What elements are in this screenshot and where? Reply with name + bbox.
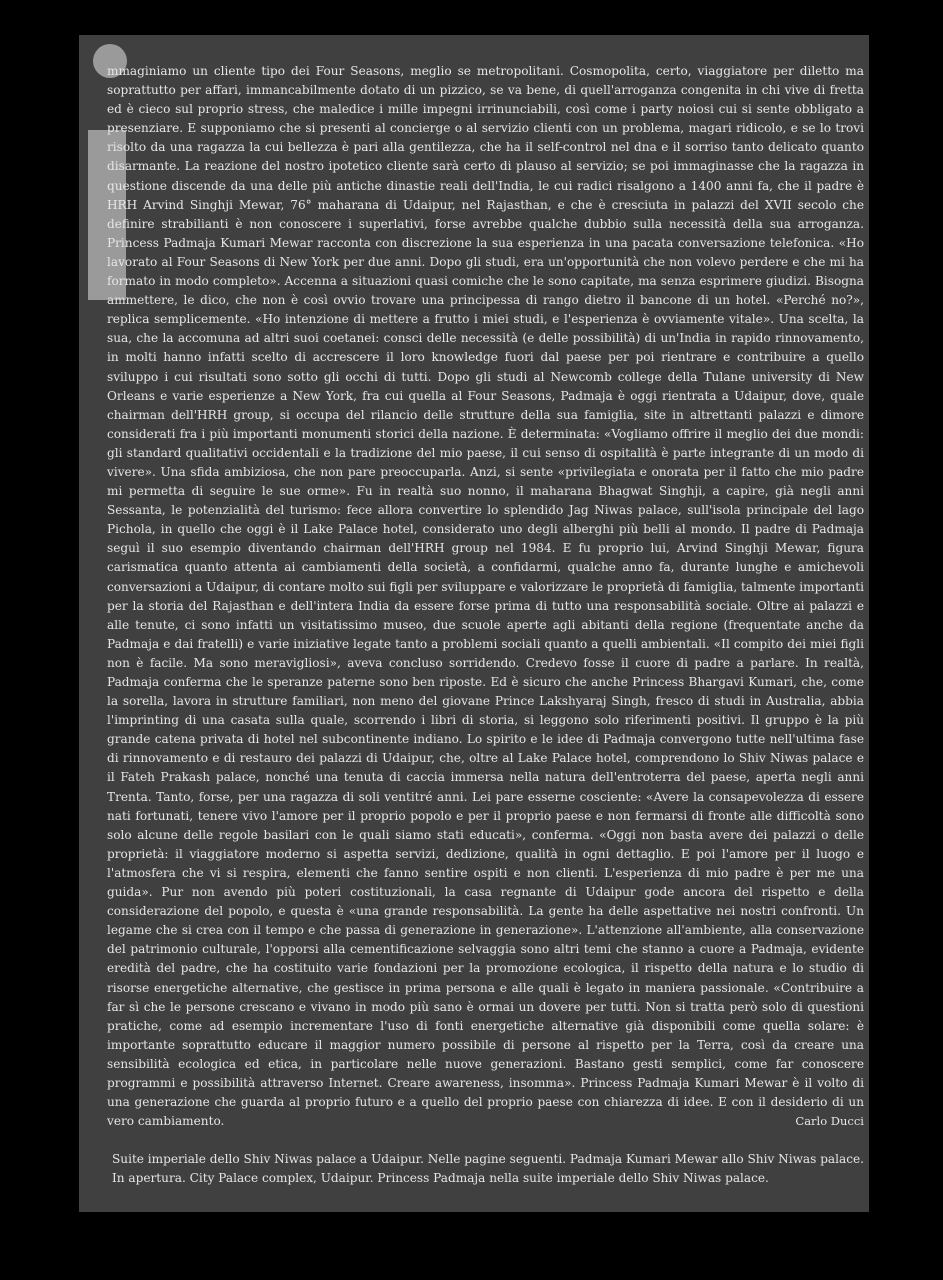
author-signature: Carlo Ducci [795,1114,864,1129]
article-text: mmaginiamo un cliente tipo dei Four Seasons, meglio se metropolitani. Cosmopolita, certo, viaggiatore per diletto ma soprattutto per affari, immancabilmente dotato di un pizzico, se va bene, di quell'arroganza congenita in chi vive di fretta ed è cieco sul proprio stress, che maledice i mille impegni irrinunciabili, così come i party noiosi cui si sente obbligato a presenziare. E supponiamo che si presenti al concierge o al servizio clienti con un problema, magari ridicolo, e se lo trovi risolto da una ragazza la cui bellezza è pari alla gentilezza, che ha il self-control nel dna e il sorriso tanto delicato quanto disarmante. La reazione del nostro ipotetico cliente sarà certo di plauso al servizio; se poi immaginasse che la ragazza in questione discende da una delle più antiche dinastie reali dell'India, le cui radici risalgono a 1400 anni fa, che il padre è HRH Arvind Singhji Mewar, 76° maharana di Udaipur, nel Rajasthan, e che è cresciuta in palazzi del XVII secolo che definire strabilianti è non conoscere i superlativi, forse avrebbe qualche dubbio sulla necessità della sua arroganza. Princess Padmaja Kumari Mewar racconta con discrezione la sua esperienza in una pacata conversazione telefonica. «Ho lavorato al Four Seasons di New York per due anni. Dopo gli studi, era un'opportunità che non volevo perdere e che mi ha formato in modo completo». Accenna a situazioni quasi comiche che le sono capitate, ma senza esprimere giudizi. Bisogna ammettere, le dico, che non è così ovvio trovare una principessa di rango dietro il bancone di un hotel. «Perché no?», replica semplicemente. «Ho intenzione di mettere a frutto i miei studi, e l'esperienza è ovviamente vitale». Una scelta, la sua, che la accomuna ad altri suoi coetanei: consci delle necessità (e delle possibilità) di un'India in rapido rinnovamento, in molti hanno infatti scelto di accrescere il loro knowledge fuori dal paese per poi rientrare e contribuire a quello sviluppo i cui risultati sono sotto gli occhi di tutti. Dopo gli studi al Newcomb college della Tulane university di New Orleans e varie esperienze a New York, fra cui quella al Four Seasons, Padmaja è oggi rientrata a Udaipur, dove, quale chairman dell'HRH group, si occupa del rilancio delle strutture della sua famiglia, site in altrettanti palazzi e dimore considerati fra i più importanti monumenti storici della nazione. È determinata: «Vogliamo offrire il meglio dei due mondi: gli standard qualitativi occidentali e la tradizione del mio paese, il cui senso di ospitalità è parte integrante di un modo di vivere». Una sfida ambiziosa, che non pare preoccuparla. Anzi, si sente «privilegiata e onorata per il fatto che mio padre mi permetta di seguire le sue orme». Fu in realtà suo nonno, il maharana Bhagwat Singhji, a capire, già negli anni Sessanta, le potenzialità del turismo: fece allora convertire lo splendido Jag Niwas palace, sull'isola principale del lago Pichola, in quello che oggi è il Lake Palace hotel, considerato uno degli alberghi più belli al mondo. Il padre di Padmaja seguì il suo esempio diventando chairman dell'HRH group nel 1984. E fu proprio lui, Arvind Singhji Mewar, figura carismatica quanto attenta ai cambiamenti della società, a confidarmi, qualche anno fa, durante lunghe e amichevoli conversazioni a Udaipur, di contare molto sui figli per sviluppare e valorizzare le proprietà di famiglia, talmente importanti per la storia del Rajasthan e dell'intera India da essere forse prima di tutto una responsabilità sociale. Oltre ai palazzi e alle tenute, ci sono infatti un visitatissimo museo, due scuole aperte agli abitanti della regione (frequentate anche da Padmaja e dai fratelli) e varie iniziative legate tanto a problemi sociali quanto a quelli ambientali. «Il compito dei miei figli non è facile. Ma sono meravigliosi», aveva concluso sorridendo. Credevo fosse il cuore di padre a parlare. In realtà, Padmaja conferma che le speranze paterne sono ben riposte. Ed è sicuro che anche Princess Bhargavi Kumari, che, come la sorella, lavora in strutture familiari, non meno del giovane Prince Lakshyaraj Singh, fresco di studi in Australia, abbia l'imprinting di una casata sulla quale, scorrendo i libri di storia, si leggono solo riferimenti positivi. Il gruppo è la più grande catena privata di hotel nel subcontinente indiano. Lo spirito e le idee di Padmaja convergono tutte nell'ultima fase di rinnovamento e di restauro dei palazzi di Udaipur, che, oltre al Lake Palace hotel, comprendono lo Shiv Niwas palace e il Fateh Prakash palace, nonché una tenuta di caccia immersa nella natura dell'entroterra del paese, aperta negli anni Trenta. Tanto, forse, per una ragazza di soli ventitré anni. Lei pare esserne cosciente: «Avere la consapevolezza di essere nati fortunati, tenere vivo l'amore per il proprio popolo e per il proprio paese e non fermarsi di fronte alle difficoltà sono solo alcune delle regole basilari con le quali siamo stati educati», conferma. «Oggi non basta avere dei palazzi o delle proprietà: il viaggiatore moderno si aspetta servizi, dedizione, qualità in ogni dettaglio. E poi l'amore per il luogo e l'atmosfera che vi si respira, elementi che fanno sentire ospiti e non clienti. L'esperienza di mio padre è per me una guida». Pur non avendo più poteri costituzionali, la casa regnante di Udaipur gode ancora del rispetto e della considerazione del popolo, e questa è «una grande responsabilità. La gente ha delle aspettative nei nostri confronti. Un legame che si crea con il tempo e che passa di generazione in generazione». L'attenzione all'ambiente, alla conservazione del patrimonio culturale, l'opporsi alla cementificazione selvaggia sono altri temi che stanno a cuore a Padmaja, evidente eredità del padre, che ha costituito varie fondazioni per la promozione ecologica, il rispetto della natura e lo studio di risorse energetiche alternative, che gestisce in prima persona e alle quali è legato in maniera passionale. «Contribuire a far sì che le persone crescano e vivano in modo più sano è ormai un dovere per tutti. Non si tratta però solo di questioni pratiche, come ad esempio incrementare l'uso di fonti energetiche alternative già disponibili come quella solare: è importante soprattutto educare il maggior numero possibile di persone al rispetto per la Terra, così da creare una sensibilità ecologica ed etica, in particolare nelle nuove generazioni. Bastano gesti semplici, come far conoscere programmi e possibilità attraverso Internet. Creare awareness, insomma». Princess Padmaja Kumari Mewar è il volto di una generazione che guarda al proprio futuro e a quello del proprio paese con chiarezza di idee. E con il desiderio di un vero cambiamento. [107,64,864,1129]
photo-captions: Suite imperiale dello Shiv Niwas palace a Udaipur. Nelle pagine seguenti. Padmaja Kumari Mewar allo Shiv Niwas palace. In apertura. City Palace complex, Udaipur. Princess Padmaja nella suite imperiale dello Shiv Niwas palace. [112,1152,864,1185]
article-body [107,62,864,1131]
